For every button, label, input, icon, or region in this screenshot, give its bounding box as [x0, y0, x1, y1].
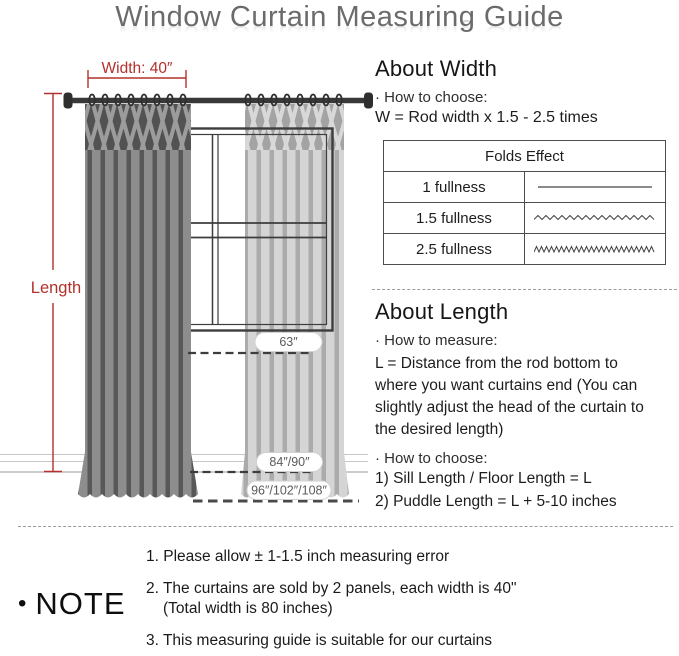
length-how-to-choose-label: · How to choose: — [375, 450, 488, 467]
fullness-1-5-loose-zigzag-glyph — [534, 214, 656, 222]
about-length-heading: About Length — [375, 299, 509, 324]
about-length-section — [375, 299, 677, 513]
pill-floor-label: 84″/90″ — [269, 455, 310, 469]
measure-description-line: the desired length) — [375, 421, 504, 438]
dashed-divider-right-column — [372, 289, 677, 290]
fullness-1-effect-cell — [525, 172, 666, 203]
measurement-pill-floor — [257, 453, 323, 472]
note-item-3 — [146, 631, 566, 651]
note-items-list — [146, 547, 566, 656]
note-item-line: (Total width is 80 inches) — [163, 600, 333, 617]
rod-finial-left — [64, 93, 73, 109]
fullness-1-5-effect-cell — [525, 203, 666, 234]
folds-effect-header: Folds Effect — [384, 141, 666, 172]
left-curtain-panel — [78, 104, 198, 498]
about-width-section — [375, 56, 673, 265]
length-option-sill-floor: 1) Sill Length / Floor Length = L — [375, 470, 592, 487]
width-how-to-choose-label: · How to choose: — [375, 89, 488, 106]
fullness-1-label: 1 fullness — [384, 172, 525, 203]
rod-finial-right — [364, 93, 373, 109]
pill-sill-label: 63″ — [279, 335, 298, 349]
length-measure-description — [375, 353, 677, 441]
table-header-row — [384, 141, 666, 172]
note-item-line: 1. Please allow ± 1-1.5 inch measuring error — [146, 548, 450, 565]
length-option-puddle: 2) Puddle Length = L + 5-10 inches — [375, 493, 617, 510]
folds-effect-table — [383, 140, 666, 265]
length-how-to-measure-label: · How to measure: — [375, 332, 498, 349]
table-row — [384, 234, 666, 265]
table-row — [384, 172, 666, 203]
note-item-line: 3. This measuring guide is suitable for our curtains — [146, 632, 493, 649]
measure-description-line: L = Distance from the rod bottom to — [375, 355, 618, 372]
fullness-1-straight-line-glyph — [536, 183, 654, 191]
about-width-heading: About Width — [375, 56, 498, 81]
note-heading — [18, 588, 126, 619]
measure-description-line: slightly adjust the head of the curtain to — [375, 399, 644, 416]
dashed-divider-full-width — [18, 526, 673, 527]
curtain-window-illustration — [0, 50, 379, 530]
width-formula: W = Rod width x 1.5 - 2.5 times — [375, 109, 598, 126]
note-item-line: 2. The curtains are sold by 2 panels, each width is 40" — [146, 580, 517, 597]
measurement-pill-puddle — [247, 481, 331, 500]
length-label: Length — [30, 279, 82, 297]
fullness-2-5-effect-cell — [525, 234, 666, 265]
measure-description-line: where you want curtains end (You can — [375, 377, 638, 394]
fullness-1-5-label: 1.5 fullness — [384, 203, 525, 234]
page-title: Window Curtain Measuring Guide — [115, 1, 564, 33]
measurement-pill-sill — [255, 333, 322, 352]
note-bullet-icon: • — [18, 589, 27, 617]
note-item-1 — [146, 547, 566, 567]
note-heading-text: NOTE — [35, 586, 126, 621]
pill-puddle-label: 96″/102″/108″ — [251, 483, 327, 498]
fullness-2-5-label: 2.5 fullness — [384, 234, 525, 265]
table-row — [384, 203, 666, 234]
fullness-2-5-dense-zigzag-glyph — [534, 245, 656, 254]
width-label: Width: 40″ — [101, 60, 173, 77]
length-how-to-choose-block — [375, 450, 677, 513]
note-item-2 — [146, 579, 566, 619]
